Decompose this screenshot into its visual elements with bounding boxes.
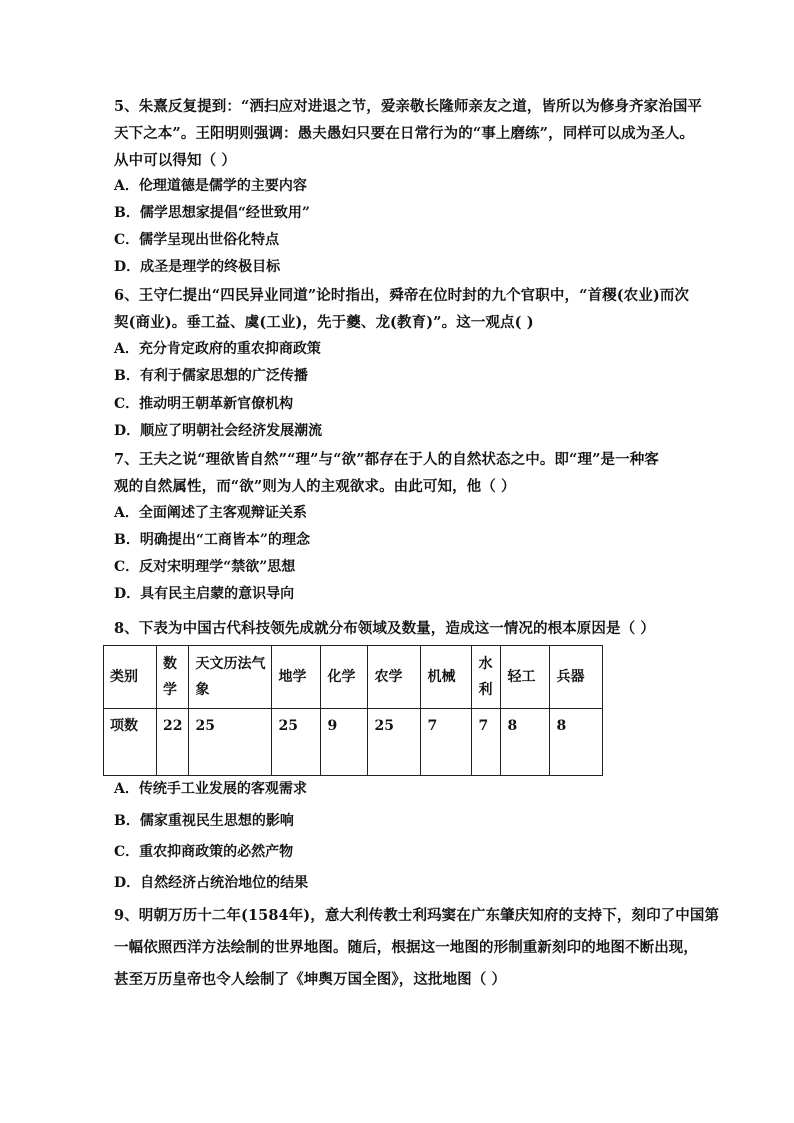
table-cell: 8 <box>550 709 603 776</box>
question-9-stem-line-3: 甚至万历皇帝也令人绘制了《坤舆万国全图》，这批地图（ ） <box>114 971 507 988</box>
question-7-option-d[interactable]: D．具有民主启蒙的意识导向 <box>114 586 295 602</box>
question-7-stem-line-1: 7、王夫之说“理欲皆自然”“理”与“欲”都存在于人的自然状态之中。即“理”是一种客 <box>114 451 659 468</box>
question-8-option-d[interactable]: D．自然经济占统治地位的结果 <box>114 875 309 891</box>
table-header-cell: 天文历法气象 <box>189 646 272 709</box>
question-5-stem-line-2: 天下之本”。王阳明则强调：愚夫愚妇只要在日常行为的“事上磨练”，同样可以成为圣人。 <box>114 125 695 142</box>
table-header-cell: 兵器 <box>550 646 603 709</box>
question-6-stem-line-1: 6、王守仁提出“四民异业同道”论时指出，舜帝在位时封的九个官职中，“首稷(农业)而次 <box>114 287 690 304</box>
table-header-cell: 轻工 <box>501 646 550 709</box>
table-cell: 项数 <box>104 709 157 776</box>
table-header-cell: 地学 <box>272 646 321 709</box>
question-5 <box>114 93 703 174</box>
question-6-option-a[interactable]: A．充分肯定政府的重农抑商政策 <box>114 341 321 357</box>
table-cell: 7 <box>472 709 501 776</box>
question-6-option-d[interactable]: D．顺应了明朝社会经济发展潮流 <box>114 423 323 439</box>
question-9-stem-line-1: 9、明朝万历十二年(1584年)，意大利传教士利玛窦在广东肇庆知府的支持下，刻印了中国第 <box>114 907 720 924</box>
question-8 <box>114 615 684 642</box>
table-cell: 25 <box>189 709 272 776</box>
question-7-stem-line-2: 观的自然属性，而“欲”则为人的主观欲求。由此可知，他（ ） <box>114 478 516 495</box>
table-header-cell: 机械 <box>421 646 472 709</box>
table-header-cell: 化学 <box>321 646 368 709</box>
question-6-stem-line-2: 契(商业)。垂工益、虞(工业)，先于夔、龙(教育)”。这一观点( ) <box>114 314 534 331</box>
question-8-stem-line-1: 8、下表为中国古代科技领先成就分布领域及数量，造成这一情况的根本原因是（ ） <box>114 620 655 637</box>
question-7-option-a[interactable]: A．全面阐述了主客观辩证关系 <box>114 505 307 521</box>
science-achievement-table <box>103 645 603 776</box>
table-header-cell: 类别 <box>104 646 157 709</box>
question-9-stem-line-2: 一幅依照西洋方法绘制的世界地图。随后，根据这一地图的形制重新刻印的地图不断出现， <box>114 939 698 956</box>
question-7 <box>114 446 684 500</box>
question-5-option-c[interactable]: C．儒学呈现出世俗化特点 <box>114 232 280 248</box>
table-header-cell: 数学 <box>157 646 189 709</box>
question-8-option-a[interactable]: A．传统手工业发展的客观需求 <box>114 781 307 797</box>
table-cell: 25 <box>272 709 321 776</box>
question-7-option-c[interactable]: C．反对宋明理学“禁欲”思想 <box>114 559 296 575</box>
table-header-row <box>104 646 603 709</box>
question-7-option-b[interactable]: B．明确提出“工商皆本”的理念 <box>114 532 310 548</box>
table-cell: 8 <box>501 709 550 776</box>
table-header-cell: 水利 <box>472 646 501 709</box>
question-5-option-b[interactable]: B．儒学思想家提倡“经世致用” <box>114 205 310 221</box>
table-cell: 22 <box>157 709 189 776</box>
table-cell: 25 <box>368 709 421 776</box>
question-6-option-b[interactable]: B．有利于儒家思想的广泛传播 <box>114 368 308 384</box>
question-6-option-c[interactable]: C．推动明王朝革新官僚机构 <box>114 396 294 412</box>
table-cell: 7 <box>421 709 472 776</box>
table-row <box>104 709 603 776</box>
question-8-option-b[interactable]: B．儒家重视民生思想的影响 <box>114 813 294 829</box>
table-header-cell: 农学 <box>368 646 421 709</box>
question-5-option-d[interactable]: D．成圣是理学的终极目标 <box>114 259 281 275</box>
question-9 <box>114 900 720 996</box>
question-5-option-a[interactable]: A．伦理道德是儒学的主要内容 <box>114 178 307 194</box>
question-5-stem-line-3: 从中可以得知（ ） <box>114 152 236 169</box>
question-8-option-c[interactable]: C．重农抑商政策的必然产物 <box>114 844 294 860</box>
table-cell: 9 <box>321 709 368 776</box>
question-5-stem-line-1: 5、朱熹反复提到：“洒扫应对进退之节，爱亲敬长隆师亲友之道，皆所以为修身齐家治国平 <box>114 98 703 115</box>
question-6 <box>114 282 690 336</box>
